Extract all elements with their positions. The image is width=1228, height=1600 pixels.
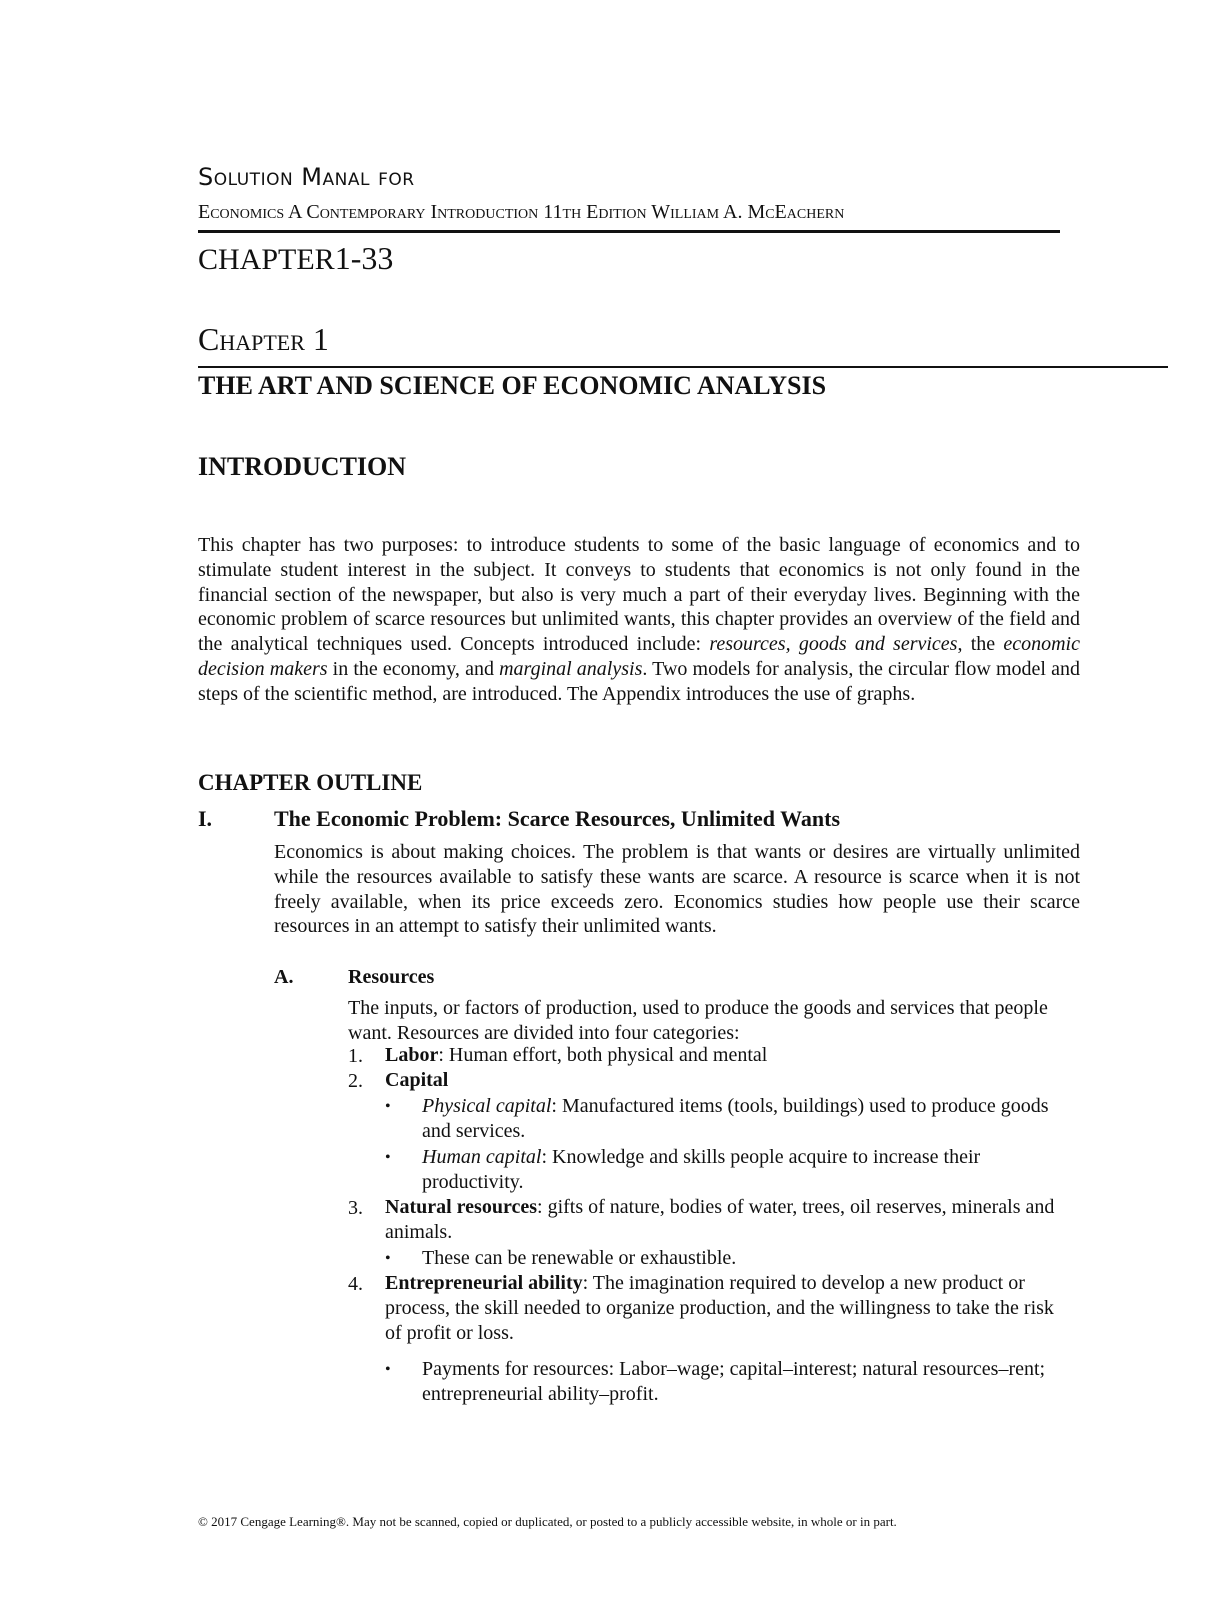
chapter-range-value: 1-33	[334, 240, 394, 276]
book-subtitle: Economics A Contemporary Introduction 11th Edition William A. McEachern	[198, 201, 845, 223]
bullet-human-capital: Human capital: Knowledge and skills people acquire to increase their productivity.	[422, 1146, 981, 1193]
subsection-letter: A.	[274, 966, 294, 988]
subsection-paragraph: The inputs, or factors of production, used to produce the goods and services that people want. Resources are divided into four categories:	[348, 997, 1048, 1044]
section-number: I.	[198, 806, 213, 831]
chapter-rule	[198, 366, 1168, 368]
term-decision-makers: economic decision makers	[198, 633, 1080, 680]
chapter-range-prefix: CHAPTER	[198, 243, 335, 276]
subsection-title: Resources	[348, 966, 435, 988]
header-rule	[198, 230, 1060, 233]
chapter-range	[198, 240, 393, 277]
introduction-heading: INTRODUCTION	[198, 452, 407, 481]
section-title: The Economic Problem: Scarce Resources, Unlimited Wants	[274, 806, 841, 831]
bullet-renewable: These can be renewable or exhaustible.	[422, 1247, 737, 1269]
introduction-paragraph: This chapter has two purposes: to introduce students to some of the basic language of economics and to stimulate student interest in the subject. It conveys to students that economics is not only found in the financial section of the newspaper, but also is very much a part of their everyday lives. Beginning with the economic problem of scarce resources but unlimited wants, this chapter provides an overview of the field and the analytical techniques used. Concepts introduced include: resources, goods and services, the economic decision makers in the economy, and marginal analysis. Two models for analysis, the circular flow model and steps of the scientific method, are introduced. The Appendix introduces the use of graphs.	[198, 534, 1080, 705]
bullet-icon: •	[385, 1098, 391, 1115]
item-number: 1.	[348, 1045, 363, 1067]
chapter-label: Chapter 1	[198, 321, 329, 357]
list-item-natural-resources: Natural resources: gifts of nature, bodies of water, trees, oil reserves, minerals and animals.	[385, 1196, 1055, 1243]
list-item-entrepreneurial: Entrepreneurial ability: The imagination required to develop a new product or process, the skill needed to organize production, and the willingness to take the risk of profit or loss.	[385, 1272, 1054, 1344]
item-number: 4.	[348, 1273, 363, 1295]
bullet-icon: •	[385, 1250, 391, 1267]
chapter-title: THE ART AND SCIENCE OF ECONOMIC ANALYSIS	[198, 371, 827, 400]
term-marginal-analysis: marginal analysis	[499, 657, 643, 680]
section-paragraph: Economics is about making choices. The problem is that wants or desires are virtually unlimited while the resources available to satisfy these wants are scarce. A resource is scarce when it is not freely available, when its price exceeds zero. Economics studies how people use their scarce resources in an attempt to satisfy their unlimited wants.	[274, 841, 1080, 938]
bullet-payments: Payments for resources: Labor–wage; capital–interest; natural resources–rent; entrepreneurial ability–profit.	[422, 1358, 1046, 1405]
bullet-icon: •	[385, 1361, 391, 1378]
bullet-physical-capital: Physical capital: Manufactured items (tools, buildings) used to produce goods and services.	[422, 1095, 1049, 1142]
solution-title: Solution Manal for	[198, 163, 415, 191]
item-number: 2.	[348, 1070, 363, 1092]
list-item-labor: Labor: Human effort, both physical and mental	[385, 1044, 768, 1066]
term-resources: resources, goods and services	[709, 633, 958, 656]
copyright-footer: © 2017 Cengage Learning®. May not be scanned, copied or duplicated, or posted to a publicly accessible website, in whole or in part.	[198, 1514, 897, 1529]
outline-heading: CHAPTER OUTLINE	[198, 770, 423, 795]
item-number: 3.	[348, 1197, 363, 1219]
list-item-capital: Capital	[385, 1069, 449, 1091]
bullet-icon: •	[385, 1149, 391, 1166]
